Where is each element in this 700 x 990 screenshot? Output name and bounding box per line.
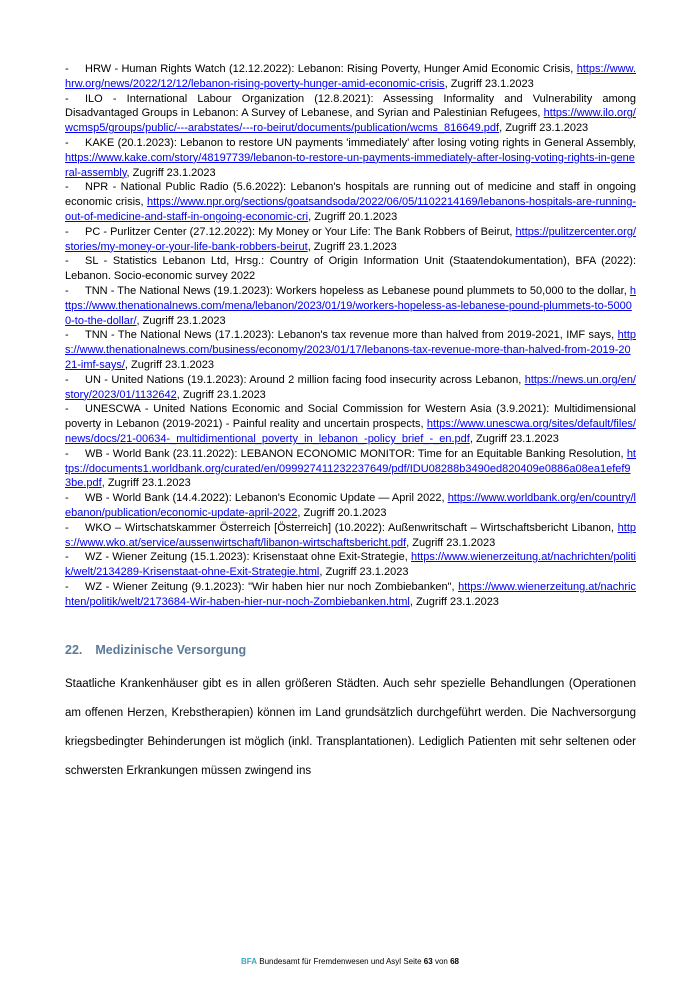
reference-entry [65, 92, 636, 136]
bullet-dash: - [65, 329, 69, 342]
bullet-dash: - [65, 284, 69, 297]
bfa-logo-text: BFA [241, 957, 257, 966]
reference-entry [65, 180, 636, 224]
reference-text: UNESCWA - United Nations Economic and Social Commission for Western Asia (3.9.2021): Multidimensional poverty in Lebanon (2019-2021) - Painful reality and uncertain prospects, [65, 403, 636, 431]
reference-text: , Zugriff 23.1.2023 [406, 536, 496, 549]
reference-link[interactable]: https://www.hrw.org/news/2022/12/12/lebanon-rising-poverty-hunger-amid-economic-crisis [65, 63, 636, 90]
reference-text: HRW - Human Rights Watch (12.12.2022): Lebanon: Rising Poverty, Hunger Amid Economic Crisis, [85, 63, 577, 75]
reference-text: , Zugriff 23.1.2023 [409, 595, 499, 608]
reference-entry [65, 373, 636, 403]
reference-link[interactable]: https://pulitzercenter.org/stories/my-money-or-your-life-bank-robbers-beirut [65, 225, 636, 253]
reference-text: PC - Purlitzer Center (27.12.2022): My Money or Your Life: The Bank Robbers of Beirut, [85, 225, 516, 238]
reference-text: WZ - Wiener Zeitung (15.1.2023): Krisenstaat ohne Exit-Strategie, [85, 551, 411, 564]
reference-link[interactable]: https://news.un.org/en/story/2023/01/1132642 [65, 373, 636, 401]
reference-text: , Zugriff 23.1.2023 [307, 240, 397, 253]
reference-entry [65, 225, 636, 255]
footer-org-name: Bundesamt für Fremdenwesen und Asyl [259, 957, 402, 966]
reference-text: , Zugriff 23.1.2023 [444, 77, 534, 90]
reference-text: , Zugriff 20.1.2023 [308, 210, 398, 223]
reference-link[interactable]: https://www.thenationalnews.com/mena/lebanon/2023/01/19/workers-hopeless-as-lebanese-pound-plummets-to-50000-to-the-dollar/ [65, 284, 636, 327]
reference-text: , Zugriff 23.1.2023 [319, 566, 409, 579]
reference-link[interactable]: https://www.kake.com/story/48197739/lebanon-to-restore-un-payments-immediately-after-losing-voting-rights-in-general-assembly [65, 151, 635, 179]
reference-text: , Zugriff 20.1.2023 [297, 506, 387, 519]
page-footer [0, 957, 700, 966]
reference-text: , Zugriff 23.1.2023 [469, 432, 559, 445]
bullet-dash: - [65, 255, 69, 268]
reference-text: SL - Statistics Lebanon Ltd, Hrsg.: Country of Origin Information Unit (Staatendokumentation), BFA (2022): Lebanon. Socio-economic survey 2022 [65, 255, 636, 283]
footer-total-pages: 68 [450, 957, 459, 966]
bullet-dash: - [65, 521, 69, 534]
reference-entry [65, 136, 636, 180]
bullet-dash: - [65, 551, 69, 564]
reference-link[interactable]: https://www.thenationalnews.com/business/economy/2023/01/17/lebanons-tax-revenue-more-than-halved-from-2019-2021-imf-says/ [65, 329, 636, 371]
reference-link[interactable]: https://www.worldbank.org/en/country/lebanon/publication/economic-update-april-2022 [65, 492, 636, 519]
body-paragraph: Staatliche Krankenhäuser gibt es in allen größeren Städten. Auch sehr spezielle Behandlungen (Operationen am offenen Herzen, Krebstherapien) können im Land grundsätzlich durchgeführt werden. Die Nachversorgung kriegsbedingter Behinderungen ist möglich (inkl. Transplantationen). Lediglich Patienten mit sehr seltenen oder schwersten Erkrankungen müssen zwingend ins [65, 678, 636, 778]
bullet-dash: - [65, 136, 69, 149]
reference-link[interactable]: https://www.unescwa.org/sites/default/files/news/docs/21-00634-_multidimentional_poverty_in_lebanon_-policy_brief_-_en.pdf [65, 418, 636, 445]
reference-text: , Zugriff 23.1.2023 [136, 314, 226, 327]
reference-text: TNN - The National News (19.1.2023): Workers hopeless as Lebanese pound plummets to 50,000 to the dollar, [85, 284, 630, 297]
bullet-dash: - [65, 181, 69, 194]
reference-text: ILO - International Labour Organization (12.8.2021): Assessing Informality and Vulnerability among Disadvantaged Groups in Lebanon: A Survey of Lebanese, and Syrian and Palestinian Refugees, [65, 92, 636, 120]
reference-text: WB - World Bank (23.11.2022): LEBANON ECONOMIC MONITOR: Time for an Equitable Banking Resolution, [85, 447, 627, 460]
reference-text: , Zugriff 23.1.2023 [124, 358, 214, 371]
reference-link[interactable]: https://www.wko.at/service/aussenwirtschaft/libanon-wirtschaftsbericht.pdf [65, 521, 636, 549]
reference-entry [65, 284, 636, 328]
bullet-dash: - [65, 492, 69, 505]
reference-text: UN - United Nations (19.1.2023): Around 2 million facing food insecurity across Lebanon, [85, 373, 525, 386]
reference-entry [65, 447, 636, 491]
reference-text: , Zugriff 23.1.2023 [499, 122, 589, 135]
reference-link[interactable]: https://www.wienerzeitung.at/nachrichten/politik/welt/2173684-Wir-haben-hier-nur-noch-Zombiebanken.html [65, 580, 636, 608]
references-list [65, 62, 636, 609]
bullet-dash: - [65, 225, 69, 238]
reference-entry [65, 328, 636, 372]
reference-link[interactable]: https://www.wienerzeitung.at/nachrichten/politik/welt/2134289-Krisenstaat-ohne-Exit-Strategie.html [65, 551, 636, 579]
reference-text: , Zugriff 23.1.2023 [176, 388, 266, 401]
bullet-dash: - [65, 63, 69, 75]
reference-entry [65, 550, 636, 580]
reference-link[interactable]: https://documents1.worldbank.org/curated/en/099927411232237649/pdf/IDU08288b3490ed820409e0886a08ea1efef93be.pdf [65, 447, 636, 490]
bullet-dash: - [65, 92, 69, 105]
reference-entry [65, 402, 636, 446]
bullet-dash: - [65, 447, 69, 460]
bullet-dash: - [65, 580, 69, 593]
reference-text: , Zugriff 23.1.2023 [101, 477, 191, 490]
reference-text: , Zugriff 23.1.2023 [126, 166, 216, 179]
reference-entry [65, 521, 636, 551]
reference-link[interactable]: https://www.npr.org/sections/goatsandsoda/2022/06/05/1102214169/lebanons-hospitals-are-running-out-of-medicine-and-staff-in-ongoing-economic-cri [65, 196, 636, 223]
bullet-dash: - [65, 373, 69, 386]
reference-text: KAKE (20.1.2023): Lebanon to restore UN payments 'immediately' after losing voting rights in General Assembly, [85, 136, 636, 149]
reference-link[interactable]: https://www.ilo.org/wcmsp5/groups/public/---arabstates/---ro-beirut/documents/publication/wcms_816649.pdf [65, 107, 636, 135]
reference-entry [65, 491, 636, 521]
reference-text: WKO – Wirtschatskammer Österreich [Österreich] (10.2022): Außenwritschaft – Wirtschaftsbericht Libanon, [85, 521, 618, 534]
reference-text: TNN - The National News (17.1.2023): Lebanon's tax revenue more than halved from 2019-2021, IMF says, [85, 329, 618, 342]
footer-page-number: 63 [423, 957, 433, 966]
reference-text: NPR - National Public Radio (5.6.2022): Lebanon's hospitals are running out of medicine and staff in ongoing economic crisis, [65, 181, 636, 209]
bullet-dash: - [65, 403, 69, 416]
section-heading [65, 643, 636, 657]
footer-of-label: von [434, 957, 448, 966]
section-number: 22. [65, 643, 83, 658]
section-title: Medizinische Versorgung [95, 643, 247, 658]
reference-entry [65, 580, 636, 610]
reference-entry [65, 62, 636, 92]
reference-entry [65, 254, 636, 284]
reference-text: WZ - Wiener Zeitung (9.1.2023): "Wir haben hier nur noch Zombiebanken", [85, 580, 459, 593]
reference-text: WB - World Bank (14.4.2022): Lebanon's Economic Update — April 2022, [85, 492, 448, 505]
footer-page-label: Seite [403, 957, 422, 966]
